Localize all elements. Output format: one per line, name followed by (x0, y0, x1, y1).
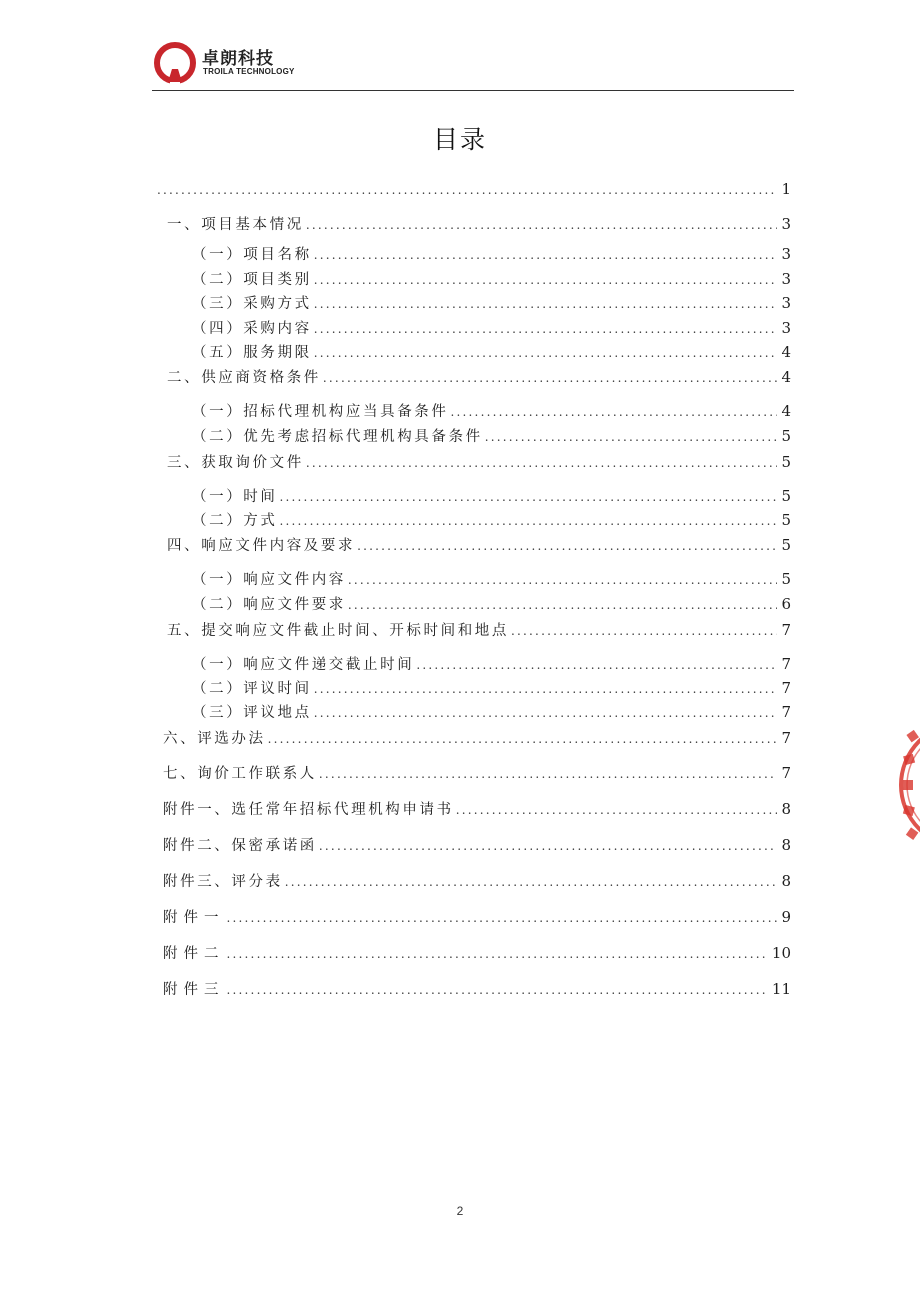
toc-dot-leader (485, 430, 777, 444)
toc-entry-label: （二）响应文件要求 (192, 597, 346, 613)
page-number: 2 (456, 1204, 464, 1218)
toc-dot-leader (416, 658, 777, 672)
toc-entry[interactable] (192, 485, 791, 506)
toc-entry[interactable] (163, 762, 791, 783)
toc-entry[interactable] (192, 400, 791, 421)
toc-entry-label: 附件三 (163, 982, 225, 998)
toc-entry-label: （三）评议地点 (192, 705, 312, 721)
toc-dot-leader (227, 947, 768, 961)
toc-dot-leader (157, 183, 777, 197)
toc-dot-leader (314, 322, 777, 336)
toc-entry-label: （四）采购内容 (192, 321, 312, 337)
toc-entry-page: 3 (781, 270, 791, 288)
toc-entry-label: 一、项目基本情况 (167, 217, 304, 233)
toc-entry[interactable] (192, 243, 791, 264)
toc-dot-leader (280, 490, 778, 504)
toc-dot-leader (451, 405, 778, 419)
toc-entry-page: 8 (781, 800, 791, 818)
toc-dot-leader (456, 803, 777, 817)
toc-entry-label: 六、评选办法 (163, 731, 266, 747)
toc-dot-leader (314, 248, 777, 262)
toc-dot-leader (348, 598, 777, 612)
toc-entry-page: 7 (781, 679, 791, 697)
toc-entry-label: （二）项目类别 (192, 272, 312, 288)
toc-dot-leader (268, 732, 777, 746)
toc-entry[interactable] (163, 942, 791, 963)
toc-entry[interactable] (192, 268, 791, 289)
toc-entry[interactable] (167, 619, 791, 640)
toc-entry-page: 7 (781, 655, 791, 673)
toc-entry[interactable] (192, 509, 791, 530)
toc-entry[interactable] (163, 834, 791, 855)
toc-entry-page: 6 (781, 595, 791, 613)
toc-entry-page: 7 (781, 729, 791, 747)
toc-entry-label: （一）项目名称 (192, 247, 312, 263)
toc-entry-page: 3 (781, 245, 791, 263)
toc-dot-leader (314, 273, 777, 287)
toc-dot-leader (306, 456, 777, 470)
toc-entry-label: 四、响应文件内容及要求 (167, 538, 356, 554)
toc-entry-label: （三）采购方式 (192, 296, 312, 312)
toc-dot-leader (314, 706, 777, 720)
toc-entry-page: 7 (781, 621, 791, 639)
toc-entry-page: 10 (771, 944, 791, 962)
toc-entry-page: 3 (781, 319, 791, 337)
toc-entry-label: （一）响应文件递交截止时间 (192, 657, 415, 673)
toc-entry-label: （五）服务期限 (192, 345, 312, 361)
toc-dot-leader (227, 983, 768, 997)
toc-entry-label: 二、供应商资格条件 (167, 370, 321, 386)
toc-entry[interactable] (167, 366, 791, 387)
toc-dot-leader (306, 218, 777, 232)
toc-entry[interactable] (192, 568, 791, 589)
toc-entry-page: 8 (781, 836, 791, 854)
toc-entry-page: 4 (781, 402, 791, 420)
toc-entry[interactable] (163, 727, 791, 748)
toc-title: 目录 (432, 125, 487, 154)
toc-entry-page: 5 (781, 453, 791, 471)
toc-entry-page: 3 (781, 294, 791, 312)
toc-dot-leader (285, 875, 777, 889)
toc-entry-label: 附件二 (163, 946, 225, 962)
toc-entry-label: 附件三、评分表 (163, 874, 283, 890)
brand-name-cn: 卓朗科技 (202, 49, 274, 69)
toc-dot-leader (314, 297, 777, 311)
toc-dot-leader (280, 514, 778, 528)
toc-entry-label: 三、获取询价文件 (167, 455, 304, 471)
toc-entry-page: 5 (781, 536, 791, 554)
toc-entry[interactable] (155, 180, 791, 198)
toc-dot-leader (511, 624, 777, 638)
toc-entry[interactable] (163, 870, 791, 891)
red-seal-stamp-icon (893, 710, 920, 860)
toc-entry-label: （二）评议时间 (192, 681, 312, 697)
toc-entry-label: 附件一 (163, 910, 225, 926)
toc-entry-page: 5 (781, 511, 791, 529)
toc-entry-page: 9 (781, 908, 791, 926)
toc-entry[interactable] (192, 593, 791, 614)
toc-dot-leader (357, 539, 777, 553)
toc-entry[interactable] (192, 653, 791, 674)
toc-entry[interactable] (192, 317, 791, 338)
toc-entry[interactable] (163, 978, 791, 999)
toc-entry-label: （一）响应文件内容 (192, 572, 346, 588)
toc-entry-label: （一）时间 (192, 489, 278, 505)
toc-entry-page: 5 (781, 487, 791, 505)
toc-entry[interactable] (167, 534, 791, 555)
brand-name-en: TROILA TECHNOLOGY (203, 67, 295, 76)
toc-entry-label: （一）招标代理机构应当具备条件 (192, 404, 449, 420)
toc-entry-label: 五、提交响应文件截止时间、开标时间和地点 (167, 623, 509, 639)
toc-entry-label: （二）优先考虑招标代理机构具备条件 (192, 429, 483, 445)
toc-entry[interactable] (192, 701, 791, 722)
toc-entry[interactable] (192, 341, 791, 362)
toc-dot-leader (319, 839, 777, 853)
toc-entry-page: 7 (781, 703, 791, 721)
toc-entry-page: 4 (781, 368, 791, 386)
toc-entry-page: 5 (781, 570, 791, 588)
toc-entry[interactable] (167, 213, 791, 234)
toc-dot-leader (348, 573, 777, 587)
toc-entry[interactable] (163, 798, 791, 819)
toc-dot-leader (323, 371, 777, 385)
toc-entry-label: 附件二、保密承诺函 (163, 838, 317, 854)
toc-entry[interactable] (163, 906, 791, 927)
toc-dot-leader (227, 911, 778, 925)
toc-dot-leader (314, 346, 777, 360)
toc-entry-page: 4 (781, 343, 791, 361)
toc-dot-leader (319, 767, 777, 781)
toc-entry-page: 5 (781, 427, 791, 445)
toc-entry-page: 3 (781, 215, 791, 233)
toc-entry-label: （二）方式 (192, 513, 278, 529)
toc-entry-page: 8 (781, 872, 791, 890)
toc-entry[interactable] (167, 451, 791, 472)
toc-entry-page: 11 (771, 980, 791, 998)
toc-entry-label: 附件一、选任常年招标代理机构申请书 (163, 802, 454, 818)
toc-dot-leader (314, 682, 777, 696)
toc-entry-page: 7 (781, 764, 791, 782)
toc-entry[interactable] (192, 292, 791, 313)
toc-entry-label: 七、询价工作联系人 (163, 766, 317, 782)
toc-entry-page: 1 (781, 180, 791, 198)
toc-entry[interactable] (192, 677, 791, 698)
toc-entry[interactable] (192, 425, 791, 446)
